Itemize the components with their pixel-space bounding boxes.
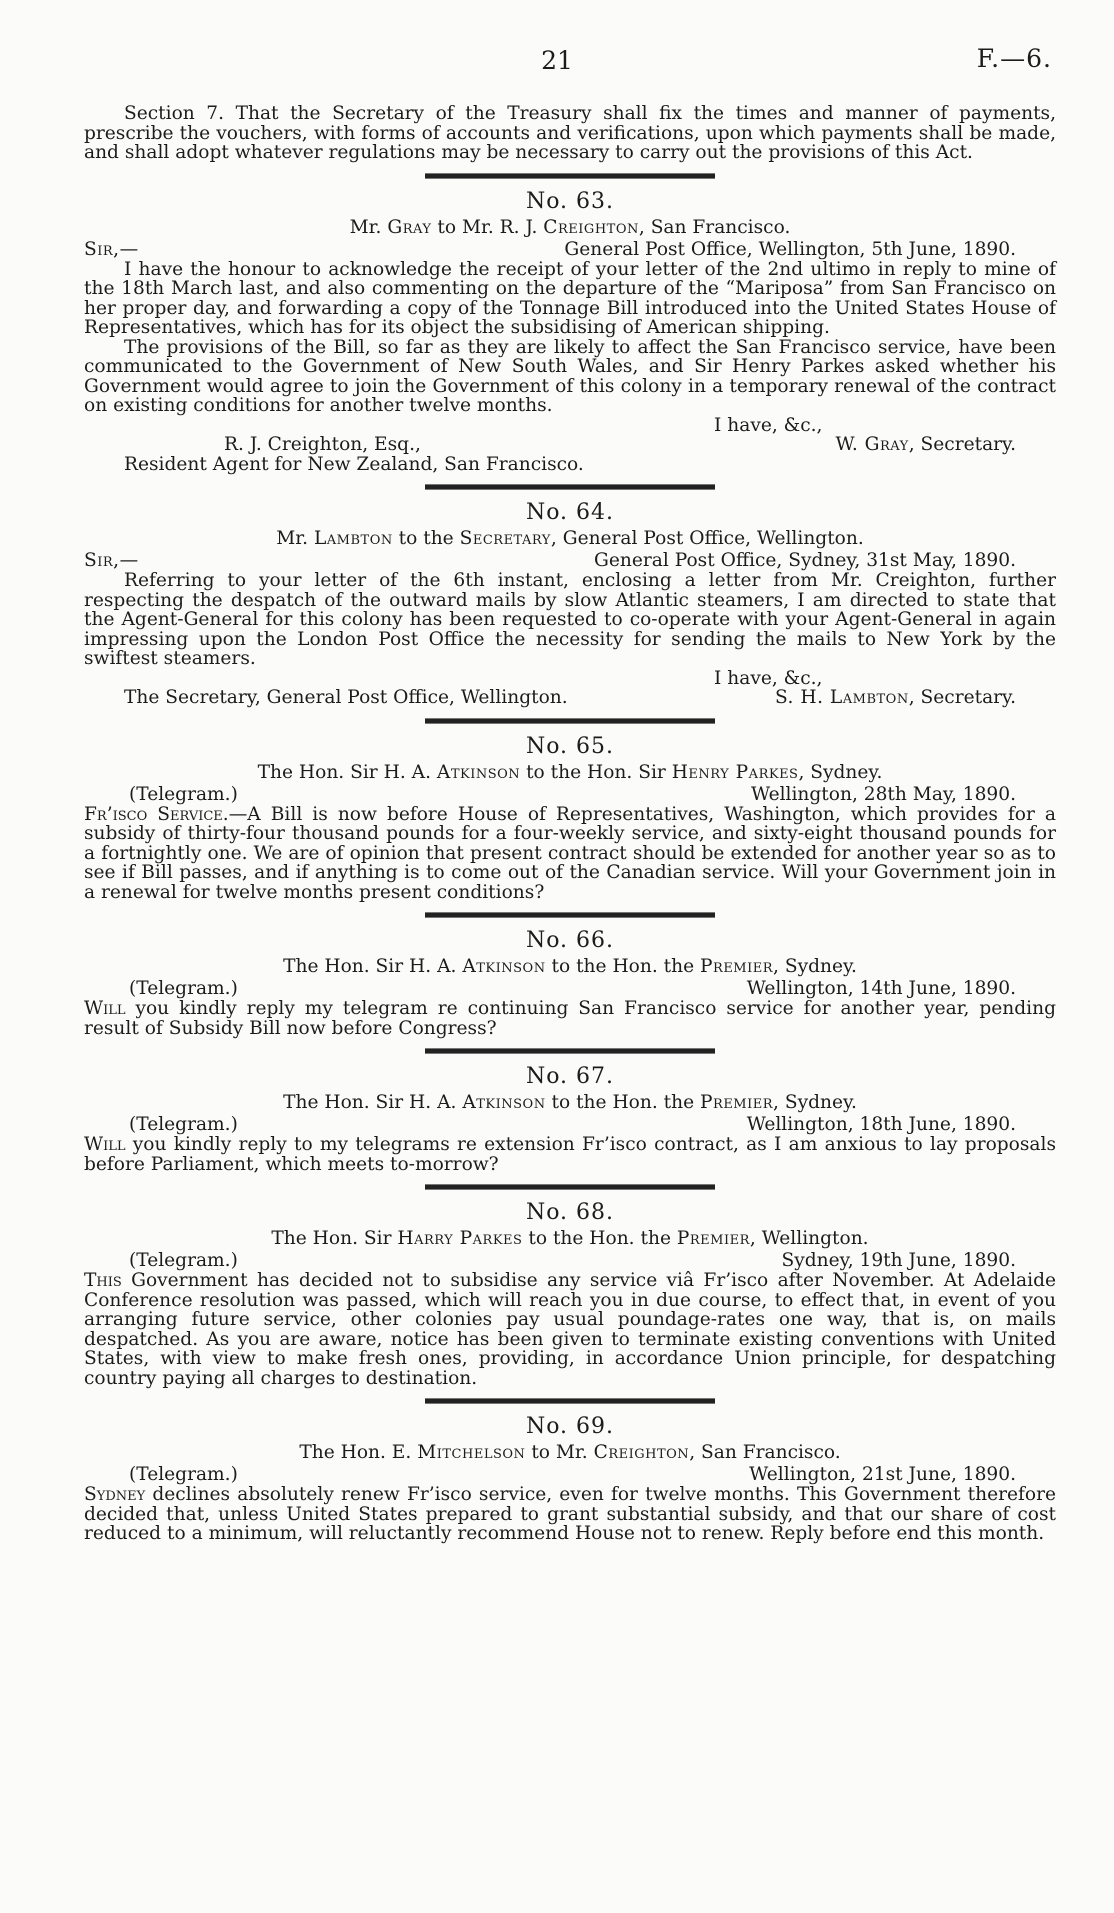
salutation: Sir,—	[84, 550, 139, 571]
letter-heading: Mr. Gray to Mr. R. J. Creighton, San Francisco.	[349, 216, 791, 238]
telegram-meta	[84, 1251, 1056, 1271]
telegram-body: This Government has decided not to subsidise any service viâ Fr’isco after November. At Adelaide Conference resolution was passed, which will reach you in due course, to effect that, in event of you arranging future service, other colonies pay usual poundage-rates one way, that is, on mails despatched. As you are aware, notice has been given to terminate existing conventions with United States, with view to make fresh ones, providing, in accordance Union principle, for despatching country paying all charges to destination.	[84, 1270, 1056, 1389]
section-divider	[425, 1048, 715, 1054]
dateline: General Post Office, Sydney, 31st May, 1890.	[594, 550, 1016, 571]
addressee-line: Resident Agent for New Zealand, San Francisco.	[124, 453, 584, 475]
section-divider	[425, 1398, 715, 1404]
closing: I have, &c.,	[714, 667, 823, 689]
telegram-label: (Telegram.)	[129, 1464, 238, 1485]
telegram-body: Fr’isco Service.—A Bill is now before House of Representatives, Washington, which provides for a subsidy of thirty-four thousand pounds for a four-weekly service, and sixty-eight thousand pounds for a fortnightly one. We are of opinion that present contract should be extended for another year so as to see if Bill passes, and if anything is to come out of the Canadian service. Will your Government join in a renewal for twelve months present conditions?	[84, 803, 1056, 903]
telegram-body: Sydney declines absolutely renew Fr’isco service, even for twelve months. This Government therefore decided that, unless United States prepared to grant substantial subsidy, and that our share of cost reduced to a minimum, will reluctantly recommend House not to renew. Reply before end this month.	[84, 1484, 1056, 1544]
signature: S. H. Lambton, Secretary.	[774, 687, 1016, 708]
telegram-number: No. 66.	[525, 928, 615, 953]
signature: W. Gray, Secretary.	[835, 434, 1016, 455]
letter-paragraph: The provisions of the Bill, so far as they are likely to affect the San Francisco service, have been communicated to the Government of New South Wales, and Sir Henry Parkes asked whether his Government would agree to join the Government of this colony in a temporary renewal of the contract on existing conditions for another twelve months.	[84, 336, 1056, 416]
telegram-heading: The Hon. Sir H. A. Atkinson to the Hon. the Premier, Sydney.	[283, 1092, 857, 1113]
letter-number: No. 63.	[525, 188, 615, 214]
page-number: 21	[541, 46, 573, 75]
telegram-meta	[84, 1115, 1056, 1135]
letter-meta	[84, 240, 1056, 260]
telegram-body: Will you kindly reply to my telegrams re extension Fr’isco contract, as I am anxious to lay proposals before Parliament, which meets to-morrow?	[84, 1134, 1056, 1175]
dateline: Wellington, 14th June, 1890.	[746, 978, 1016, 999]
telegram-label: (Telegram.)	[129, 783, 238, 805]
section-divider	[425, 173, 715, 179]
telegram-label: (Telegram.)	[129, 978, 238, 999]
section-divider	[425, 718, 715, 724]
letter-paragraph: Referring to your letter of the 6th instant, enclosing a letter from Mr. Creighton, further respecting the despatch of the outward mails by slow Atlantic steamers, I am directed to state that the Agent-General for this colony has been requested to co-operate with your Agent-General in again impressing upon the London Post Office the necessity for sending the mails to New York by the swiftest steamers.	[84, 570, 1056, 669]
salutation: Sir,—	[84, 238, 139, 260]
telegram-number: No. 67.	[525, 1064, 615, 1089]
dateline: Wellington, 18th June, 1890.	[746, 1114, 1016, 1135]
letter-heading: Mr. Lambton to the Secretary, General Post Office, Wellington.	[276, 528, 864, 549]
telegram-meta	[84, 1465, 1056, 1485]
telegram-heading: The Hon. Sir H. A. Atkinson to the Hon. Sir Henry Parkes, Sydney.	[257, 761, 883, 783]
letter-meta	[84, 551, 1056, 571]
addressee: The Secretary, General Post Office, Wellington.	[124, 687, 568, 708]
addressee-signature-row	[84, 688, 1056, 708]
telegram-heading: The Hon. Sir H. A. Atkinson to the Hon. the Premier, Sydney.	[283, 956, 857, 977]
addressee-signature-row	[84, 435, 1056, 455]
addressee: R. J. Creighton, Esq.,	[224, 434, 421, 455]
closing: I have, &c.,	[714, 414, 823, 436]
telegram-label: (Telegram.)	[129, 1250, 238, 1271]
dateline: General Post Office, Wellington, 5th June, 1890.	[564, 238, 1016, 260]
telegram-heading: The Hon. Sir Harry Parkes to the Hon. the Premier, Wellington.	[271, 1228, 869, 1249]
letter-paragraph: I have the honour to acknowledge the receipt of your letter of the 2nd ultimo in reply to mine of the 18th March last, and also commenting on the departure of the “Mariposa” from San Francisco on her proper day, and forwarding a copy of the Tonnage Bill introduced into the United States House of Representatives, which has for its object the subsidising of American shipping.	[84, 258, 1056, 338]
section-divider	[425, 1184, 715, 1190]
telegram-number: No. 68.	[525, 1200, 615, 1225]
telegram-label: (Telegram.)	[129, 1114, 238, 1135]
page-content	[84, 104, 1056, 1544]
telegram-number: No. 65.	[525, 733, 615, 759]
section-divider	[425, 912, 715, 918]
section-divider	[425, 484, 715, 490]
telegram-meta	[84, 785, 1056, 805]
telegram-meta	[84, 979, 1056, 999]
document-code: F.—6.	[976, 44, 1052, 73]
telegram-number: No. 69.	[525, 1414, 615, 1439]
letter-number: No. 64.	[525, 500, 615, 525]
telegram-body: Will you kindly reply my telegram re continuing San Francisco service for another year, pending result of Subsidy Bill now before Congress?	[84, 998, 1056, 1039]
telegram-heading: The Hon. E. Mitchelson to Mr. Creighton, San Francisco.	[299, 1442, 841, 1463]
dateline: Sydney, 19th June, 1890.	[781, 1250, 1016, 1271]
dateline: Wellington, 21st June, 1890.	[749, 1464, 1016, 1485]
section-7-text: Section 7. That the Secretary of the Treasury shall fix the times and manner of payments, prescribe the vouchers, with forms of accounts and verifications, upon which payments shall be made, and shall adopt whatever regulations may be necessary to carry out the provisions of this Act.	[84, 103, 1056, 163]
dateline: Wellington, 28th May, 1890.	[750, 783, 1016, 805]
